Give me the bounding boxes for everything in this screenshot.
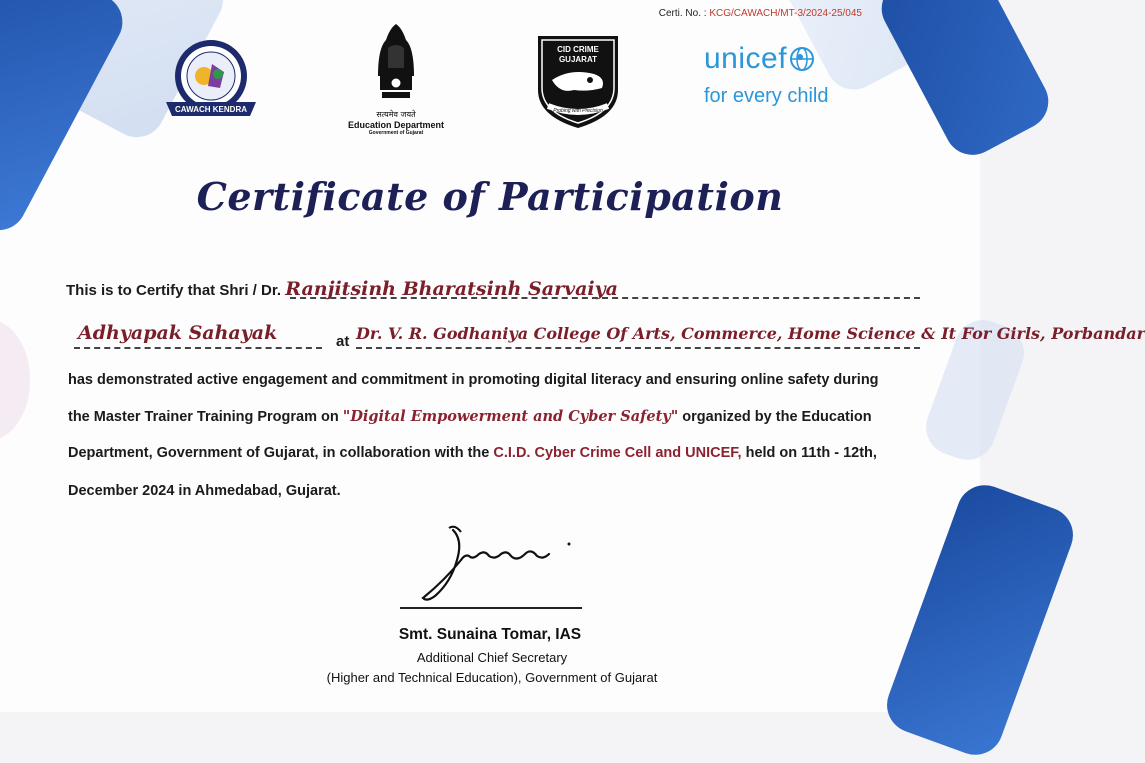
institution-underline [356,347,920,349]
cawach-logo-text: CAWACH KENDRA [175,105,247,114]
body-line-2-suffix: organized by the Education [682,409,872,425]
cert-no-label: Certi. No. : [658,8,707,19]
signatory-title: Additional Chief Secretary [416,650,568,665]
name-underline [290,297,920,299]
emblem-government: Government of Gujarat [368,130,424,136]
collaborators: C.I.D. Cyber Crime Cell and UNICEF, [493,445,742,461]
signature [405,520,580,606]
cert-no-value: KCG/CAWACH/MT-3/2024-25/045 [709,8,862,19]
designation: Adhyapak Sahayak [78,322,278,344]
unicef-tagline: for every child [704,85,829,107]
institution-line [356,324,1145,343]
decorative-shape [0,320,30,440]
certificate-title: Certificate of Participation [196,174,784,219]
decorative-shape [872,0,1058,165]
body-line-1: has demonstrated active engagement and commitment in promoting digital literacy and ensuring online safety during [68,372,879,388]
emblem-motto: सत्यमेव जयते [376,110,416,119]
body-line-3 [68,445,877,461]
ashoka-emblem-icon [368,18,424,102]
cawach-kendra-logo [160,36,262,126]
certificate-number [659,8,862,19]
signatory-name: Smt. Sunaina Tomar, IAS [398,626,582,643]
recipient-name: Ranjitsinh Bharatsinh Sarvaiya [285,278,618,300]
program-name: "Digital Empowerment and Cyber Safety" [342,408,679,425]
cid-tagline: Probing with Precision [553,108,603,114]
designation-line [78,322,277,344]
cid-line1: CID CRIME [557,45,599,54]
cid-crime-gujarat-logo [530,32,626,130]
unicef-logo [704,42,844,122]
institution: Dr. V. R. Godhaniya College Of Arts, Commerce, Home Science & It For Girls, Porbandar [356,324,1145,343]
body-line-2 [68,408,872,425]
unicef-globe-icon [789,46,815,80]
body-line-2-prefix: the Master Trainer Training Program on [68,409,339,425]
at-label: at [336,333,350,350]
decorative-shape [879,477,1081,762]
body-line-3-prefix: Department, Government of Gujarat, in collaboration with the [68,445,490,461]
signatory-department: (Higher and Technical Education), Government of Gujarat [326,670,658,685]
body-line-3-suffix: held on 11th - 12th, [745,445,877,461]
signature-line [400,607,582,609]
cid-line2: GUJARAT [558,55,598,64]
certify-prefix: This is to Certify that Shri / Dr. [66,282,282,299]
unicef-name: unicef [704,42,788,75]
designation-underline [74,347,322,349]
education-department-emblem [340,18,452,146]
body-line-4: December 2024 in Ahmedabad, Gujarat. [68,483,341,499]
emblem-department: Education Department [347,120,444,130]
